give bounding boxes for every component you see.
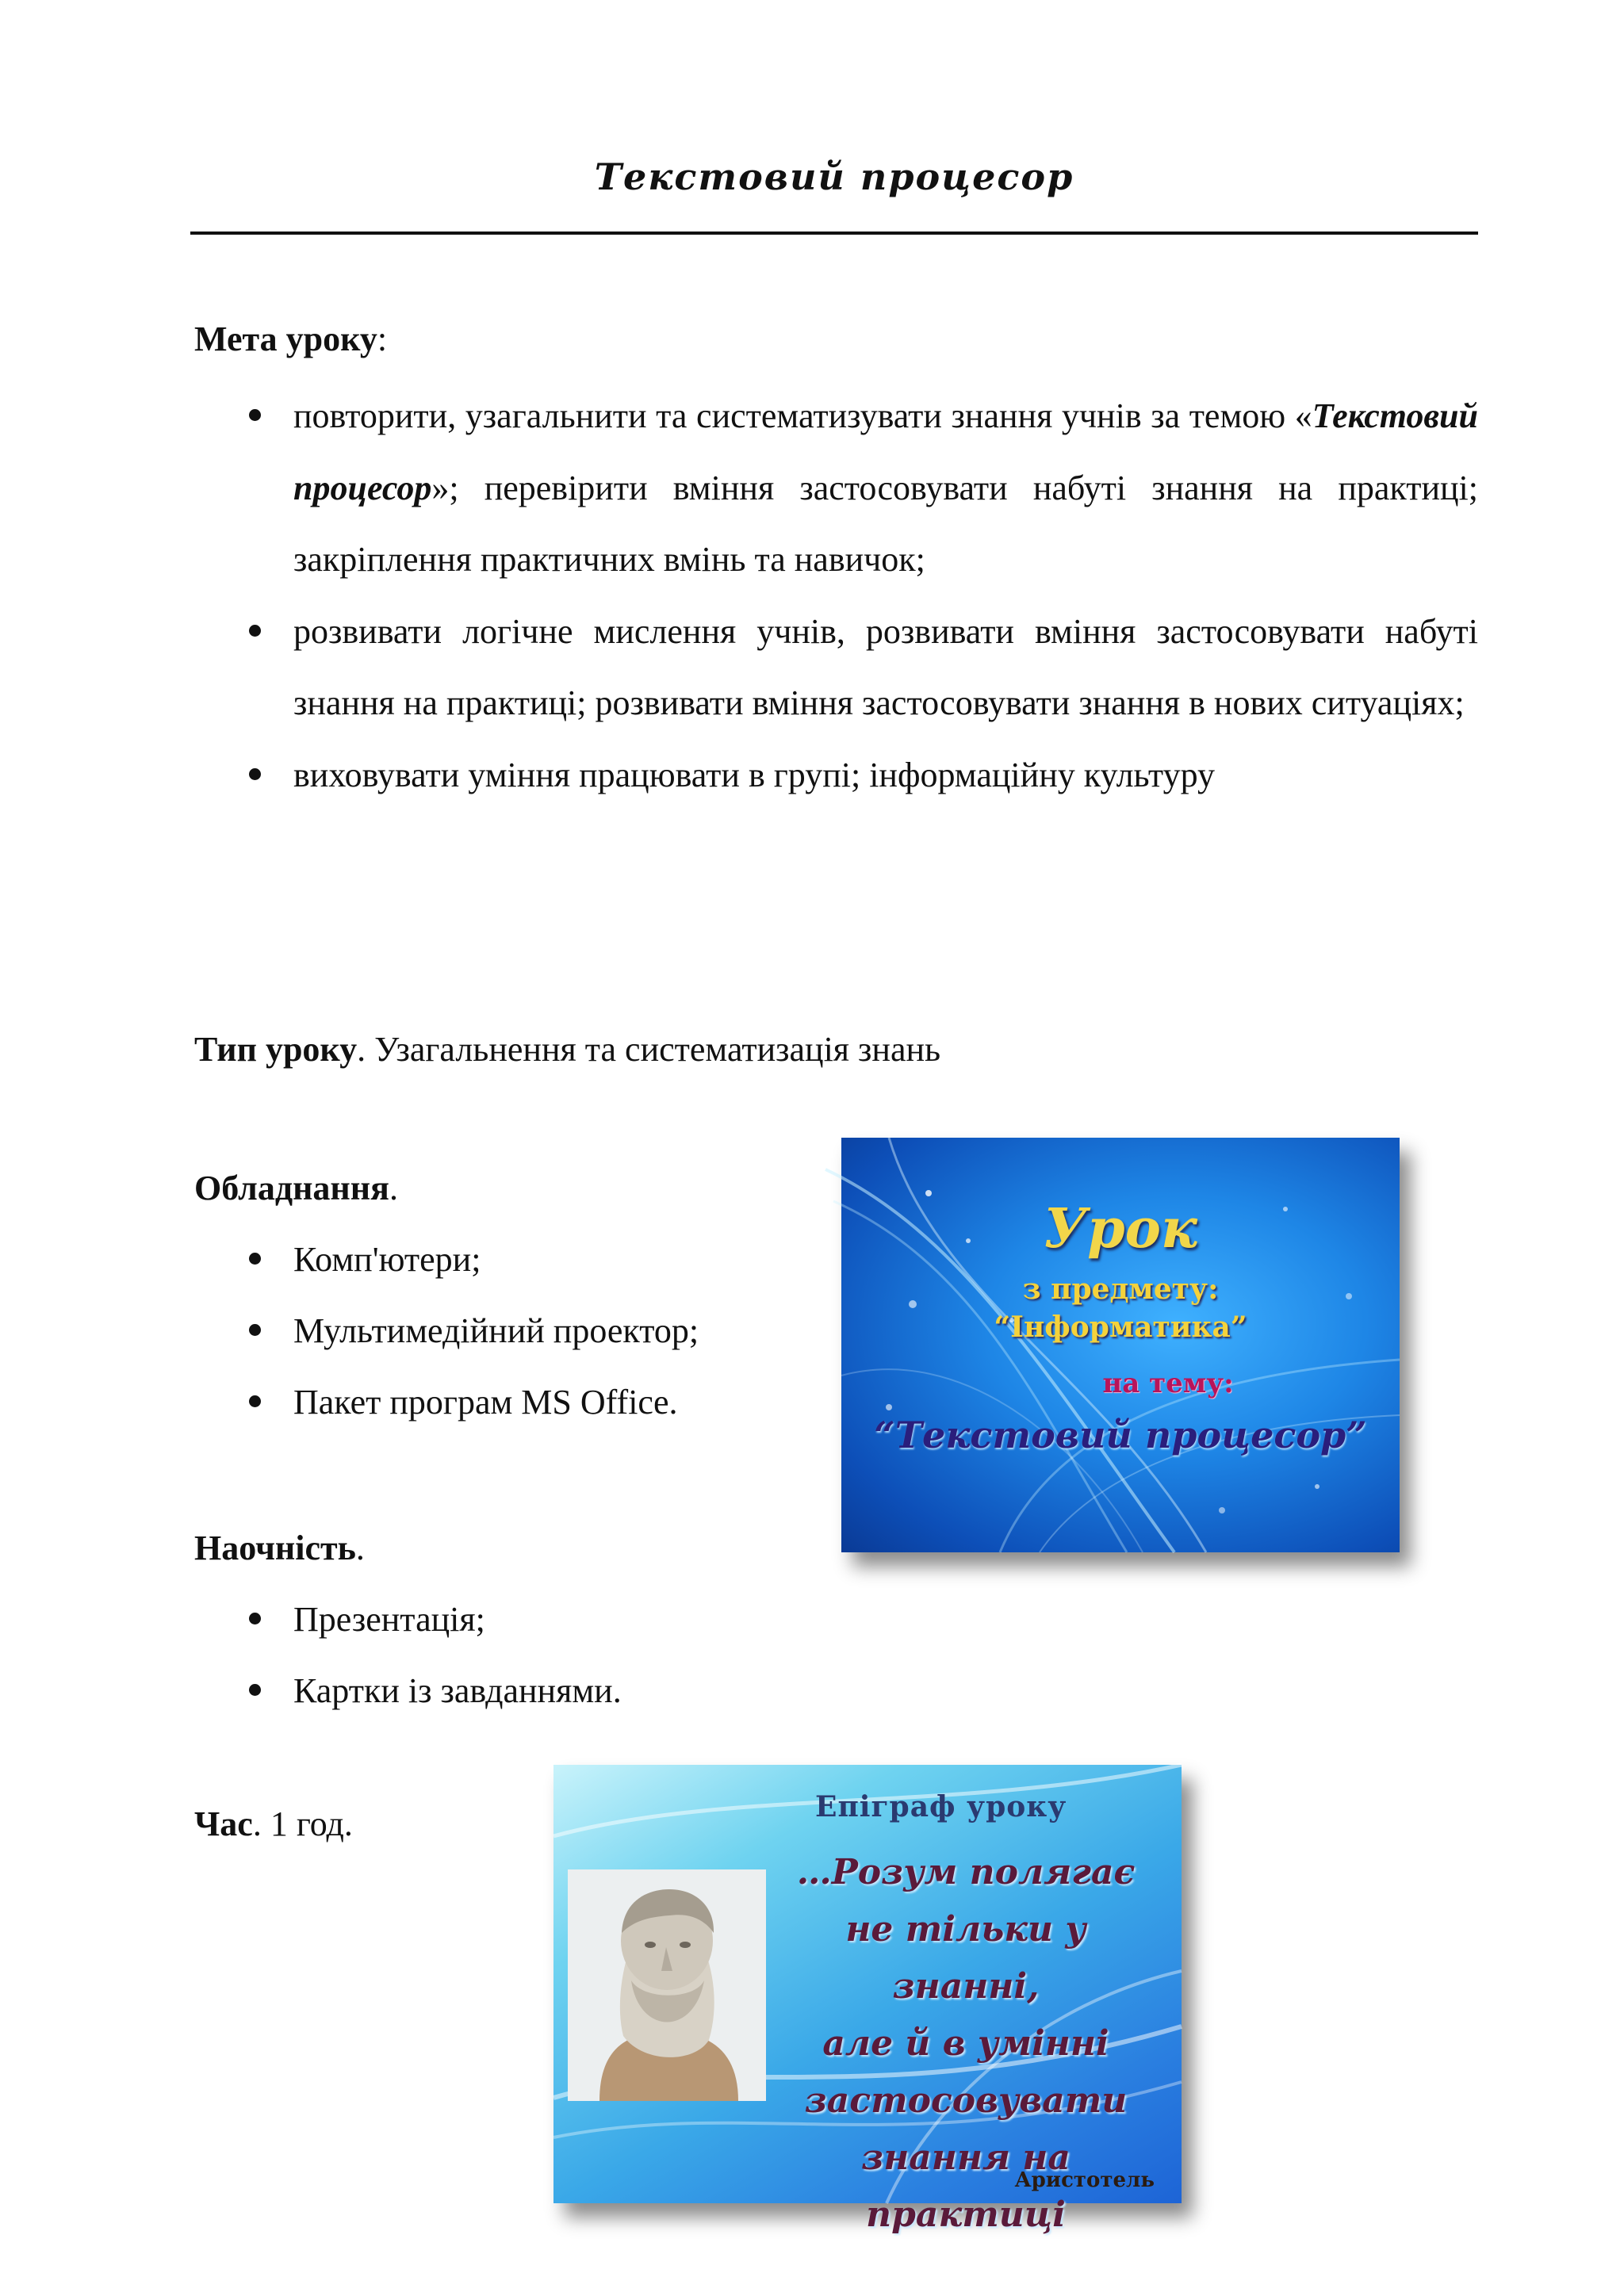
visual-aids-dot: .	[355, 1529, 365, 1567]
bullet-icon	[249, 1684, 261, 1696]
visual-aids-item-text: Презентація;	[293, 1600, 485, 1639]
bullet-icon	[249, 409, 261, 421]
epigraph-quote-line: …Розум полягає	[796, 1852, 1136, 1892]
bullet-icon	[249, 1613, 261, 1624]
epigraph-author: Аристотель	[1014, 2168, 1155, 2192]
slide1-subject-label: з предмету:	[1022, 1272, 1219, 1306]
equipment-heading	[194, 1166, 398, 1211]
epigraph-slide-image	[553, 1765, 1182, 2235]
lesson-type-label: Тип уроку	[194, 1030, 358, 1069]
title-divider	[190, 232, 1478, 235]
visual-aids-item-text: Картки із завданнями.	[293, 1671, 622, 1710]
bullet-icon	[249, 625, 261, 637]
equipment-label: Обладнання	[194, 1169, 389, 1207]
goal-label: Мета уроку	[194, 320, 377, 358]
goal-list	[238, 381, 1478, 811]
goal-colon: :	[377, 320, 388, 358]
visual-aids-heading	[194, 1526, 365, 1571]
goal-item-1-pre: повторити, узагальнити та систематизувати знання учнів за темою «	[293, 396, 1312, 435]
slide1-subject: “Інформатика”	[994, 1311, 1247, 1344]
slide1-topic-label: на тему:	[1102, 1368, 1234, 1399]
equipment-item-text: Комп'ютери;	[293, 1240, 481, 1279]
equipment-dot: .	[389, 1169, 398, 1207]
document-title: Текстовий процесор	[594, 155, 1074, 198]
visual-aids-list	[238, 1584, 1478, 1727]
goal-item-2	[238, 596, 1478, 740]
epigraph-quote-line: застосовувати	[804, 2080, 1128, 2121]
goal-item-1	[238, 381, 1478, 596]
epigraph-quote-line: але й в умінні	[822, 2023, 1109, 2064]
time-label: Час	[194, 1804, 253, 1843]
goal-item-1-post: »; перевірити вміння застосовувати набуті знання на практиці; закріплення практичних вмінь та навичок;	[293, 468, 1478, 579]
epigraph-heading: Епіграф уроку	[815, 1790, 1067, 1823]
slide1-title: Урок	[1043, 1197, 1198, 1261]
goal-item-1-emphasis: Текстовий процесор	[293, 396, 1478, 507]
slide1-topic: “Текстовий процесор”	[874, 1414, 1367, 1456]
time	[194, 1802, 353, 1846]
bullet-icon	[249, 1253, 261, 1265]
visual-aids-label: Наочність	[194, 1529, 356, 1567]
equipment-item-text: Мультимедійний проектор;	[293, 1311, 699, 1350]
epigraph-quote-line: знання на практиці	[861, 2137, 1071, 2235]
epigraph-quote-line: не тільки у знанні,	[845, 1909, 1086, 2007]
equipment-item-text: Пакет програм MS Office.	[293, 1383, 678, 1422]
lesson-title-slide-image	[841, 1138, 1400, 1552]
lesson-type	[194, 1027, 940, 1072]
goal-item-3-text: виховувати уміння працювати в групі; інформаційну культуру	[293, 755, 1215, 794]
visual-aids-item	[238, 1584, 1478, 1655]
bullet-icon	[249, 768, 261, 780]
goal-heading	[194, 317, 387, 362]
time-text: . 1 год.	[252, 1804, 353, 1843]
aristotle-bust-image	[568, 1869, 766, 2101]
visual-aids-item	[238, 1655, 1478, 1727]
bullet-icon	[249, 1324, 261, 1336]
bullet-icon	[249, 1395, 261, 1407]
goal-item-3	[238, 740, 1478, 812]
goal-item-2-text: розвивати логічне мислення учнів, розвивати вміння застосовувати набуті знання на практиці; розвивати вміння застосовувати знання в нових ситуаціях;	[293, 611, 1478, 722]
lesson-type-text: . Узагальнення та систематизація знань	[357, 1030, 941, 1069]
